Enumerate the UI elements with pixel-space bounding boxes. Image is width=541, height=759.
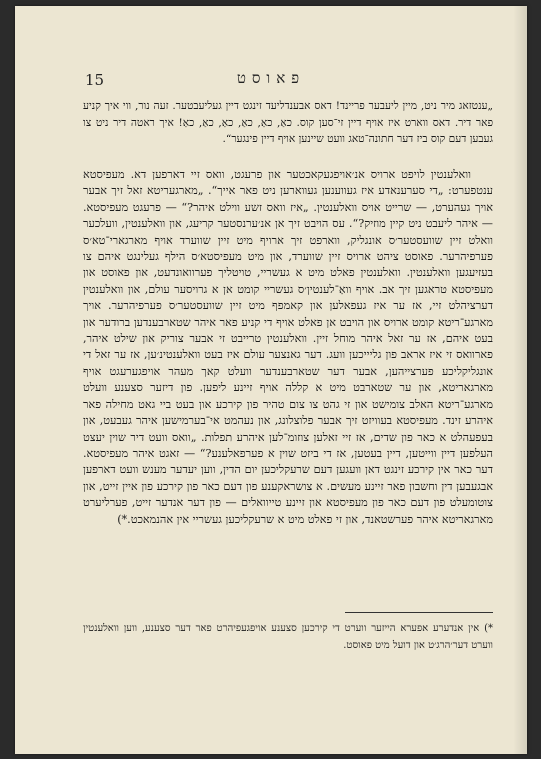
footnote-divider	[345, 612, 493, 613]
book-page	[15, 6, 527, 754]
running-head: פאוסט	[236, 69, 306, 87]
quote-text: „ענטזאג מיר ניט, מיין ליעבער פריינד! דאס אבענדליעד זינגט דיין געליעבטער. זעה נור, ווי איך קניע פאר דיר. דאס ווארט איז אויף דיין זי־סען קוס. כאַ, כאַ, כאַ, כאַ, כאַ, כאַ! איך ראטה דיר ניט צו געבען דעם קוס ביז דער חתונה־טאג וועט שיינען אויף דיין פינגער“.	[83, 100, 493, 145]
body-paragraph: וואלענטין לויפט ארויס אנ׳אויפגעקאכטער און פרעגט, וואס זיי דארפען דא. מעפיסטא ענטפערט: „די סערענאדע איז געווענען געווארען ניט פאר אייך“. „מארגעריטא זאל זיך אבער אויך געהערט, — שרייט אויס וואלענטין. „איז וואס זשע ווילט איהר?“ — פרעגט מעפיסטא. — איהר ליעבט ניט קיין מוזיק?“. עס הויבט זיך אן אנ׳ערנסטער קריעג, און וואלענטין, וועלכער וואלט זיין שוועסטער׳ס אונגליק, ווארפט זיך ארויף מיט זיין שווערד אויף מארגארי־טא׳ס פערפיהרער. פאוסט ציהט ארויס זיין שווערד, און מיט מעפיסטא׳ס הילף געלינגט איהם צו בעזיעגען וואלענטין. וואלענטין פאלט מיט א געשריי, טויטליך פערוואונדעט, און פאוסט און מעפיסטא טראגען זיך אב. אויף וואַ־לענטין׳ס געשריי קומט אן א גרויסער עולם, און וואלענטין דערציהלט זיי, אז ער איז געפאלען און קאמפף מיט זיין שוועסטער׳ס פערפיהרער. אויך מארגע־ריטא קומט ארויס און הויבט אן פאלט אויף די קניע פאר איהר שטארבענדען ברודער און בעט איהם, אז ער זאל איהר מוחל זיין. וואלענטין טרייבט זי אבער צוריק און שילט איהר, פארוואס זי איז אראב פון גליייכען וועג. דער גאנצער עולם איז בעט וואלענטינ׳ען, אז ער זאל די אונגליקליכע פערצייהען, אבער דער שטארבענדער וועלט קאך מעהר אויפגערעגט אויף מארגאריטא, און ער שטארבט מיט א קללה אויף זיינע ליפען. פון דיזער סצענע וועלט מארגע־ריטא האלב צומישט און זי גהט צו צום טהיר פון קירכע און בעט ביי גאט מחילה פאר איהרע זינד. מעפיסטא בעוויזט זיך אבער פלוצלונג, און נעהמט אי־בערמישען איהר געבעט, און בעפעהלט א כאר פון שדים, אז זיי זאלען צוזומ־לען איהרע תפלות. „וואס וועט דיר שוין יעצט העלפען דיין ווייטען, דיין בעטען, אז די ביזט שוין א פערפאלענע?“ — זאגט איהר מעפיסטא. דער כאר אין קירכע זינגט דאן וועגען דעם שרעקליכען יום הדין, ווען יעדער מענש וועט דארפען אבגעבען דין וחשבון פאר זיינע מעשים. א צושראקענע פון דעם כאר פון קירכע פון איין זייט, און צוטומעלט פון דעם כאר פון מעפיסטא און זיינע טייוואלים — פון דער אנדער זייט, פערליערט מארגאריטא איהר פערשטאנד, און זי פאלט מיט א שרעקליכען געשריי אין אהנמאכט.*)	[83, 168, 493, 526]
body-text	[83, 167, 493, 528]
quoted-verse	[83, 98, 493, 148]
footnote: *) אין אנדערע אפערא הייזער ווערט די קירכען סצענע אויפגעפיהרט פאר דער סצענע, ווען וואלענטין ווערט דער׳הרג׳ט און דועל מיט פאוסט.	[83, 623, 493, 651]
page-number: 15	[85, 71, 105, 89]
page-header	[75, 69, 467, 91]
